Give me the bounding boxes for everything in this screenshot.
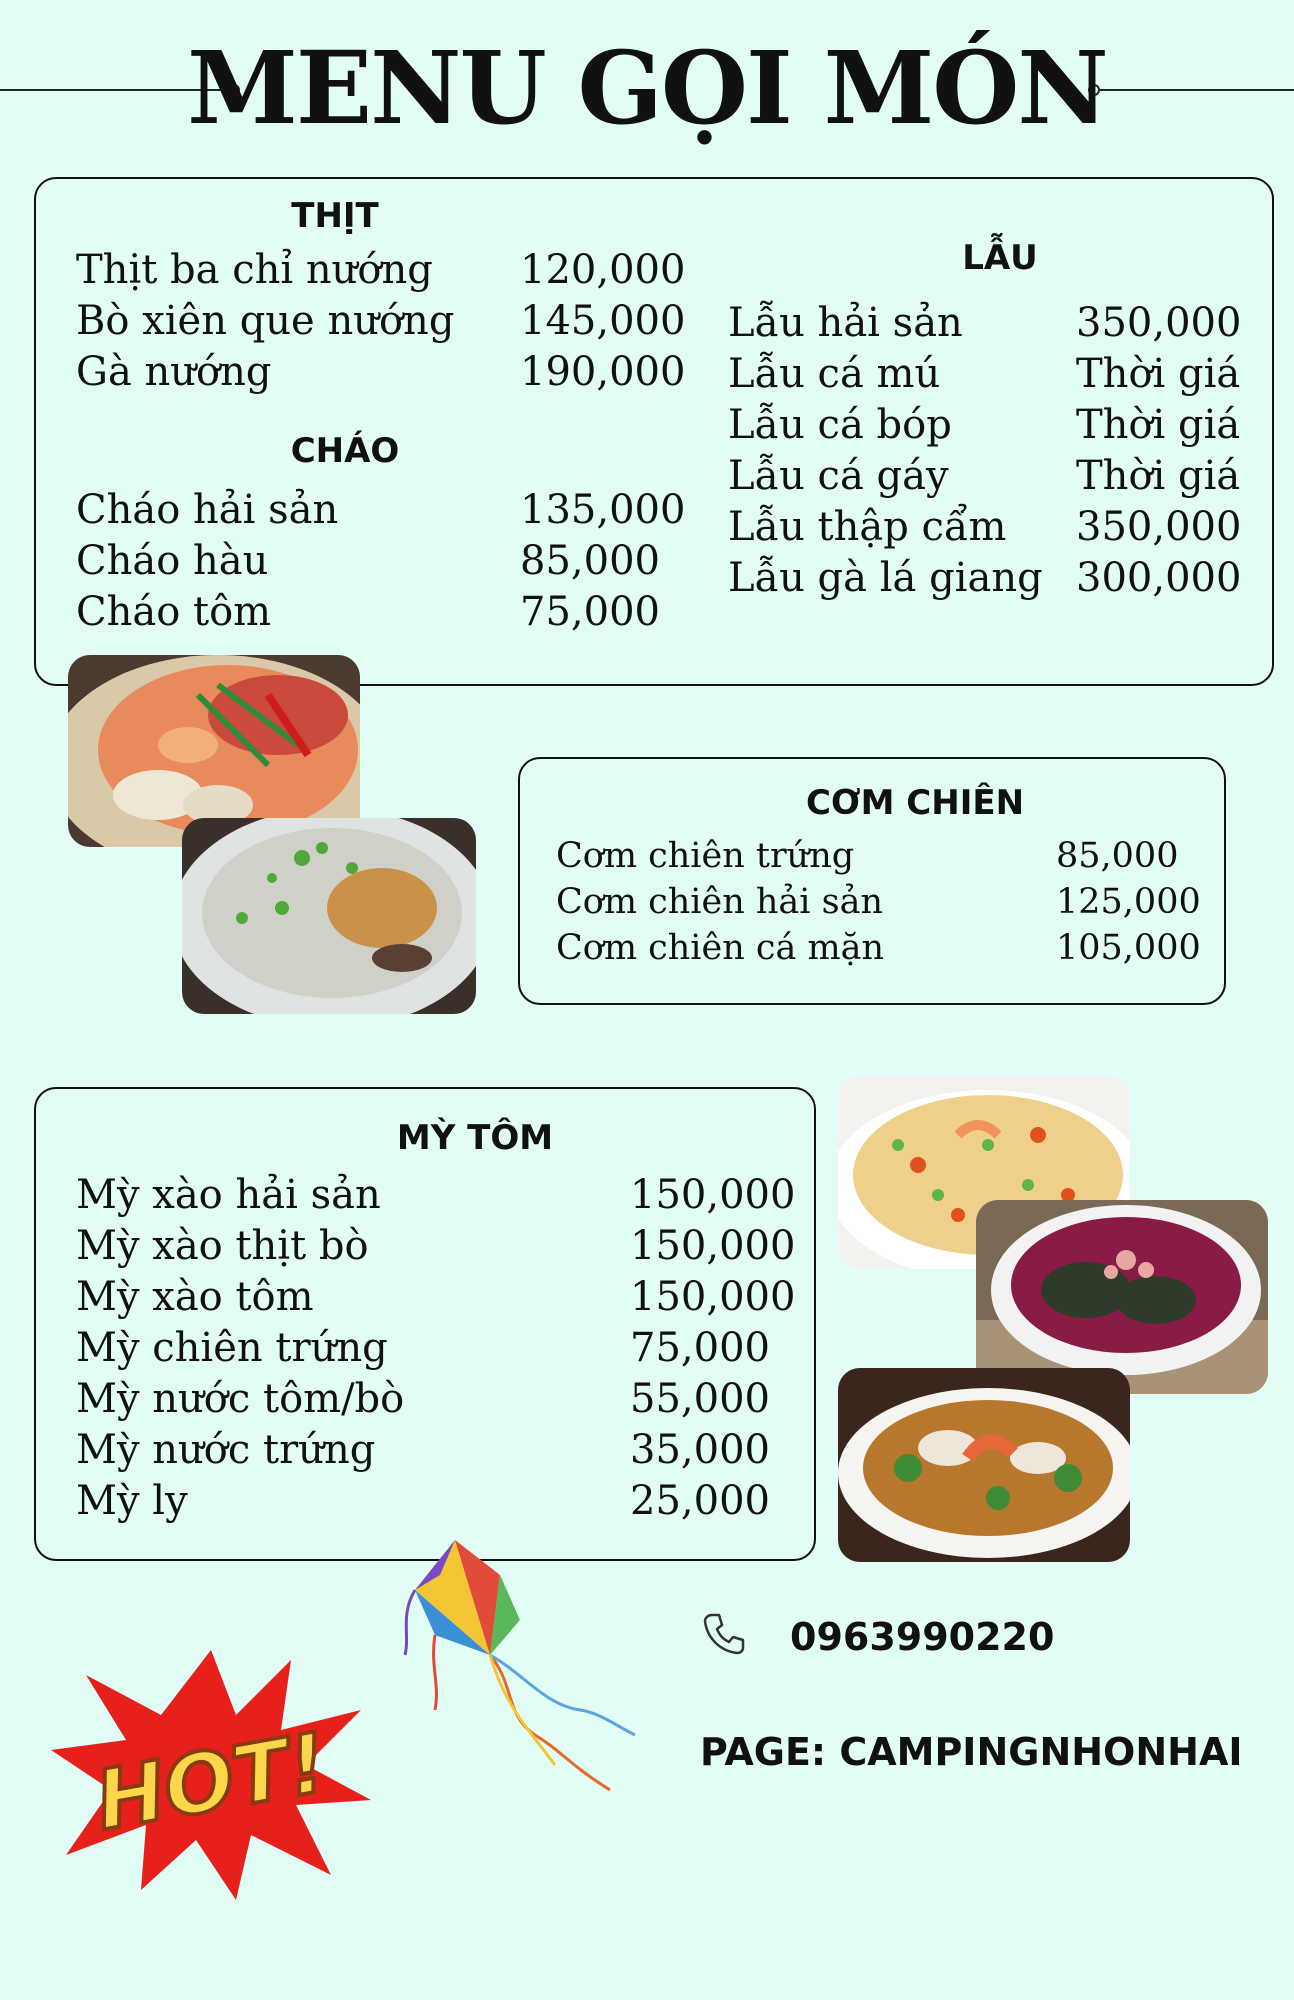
menu-item-name: Mỳ xào hải sản (76, 1172, 381, 1218)
menu-item (556, 833, 1206, 879)
menu-item-price: 75,000 (630, 1325, 770, 1371)
menu-item-name: Lẫu cá bóp (728, 402, 952, 448)
section-title-my-tom: MỲ TÔM (396, 1118, 554, 1158)
menu-item-price: 25,000 (630, 1478, 770, 1524)
menu-item-name: Cháo hải sản (76, 487, 339, 533)
menu-item-name: Cháo tôm (76, 589, 272, 635)
menu-item-name: Cơm chiên trứng (556, 836, 855, 876)
hot-badge-text: HOT! (89, 1715, 334, 1850)
menu-item-price: 35,000 (630, 1427, 770, 1473)
menu-item (76, 1476, 796, 1527)
section-com-chien (556, 833, 1206, 971)
menu-item-price: 125,000 (1056, 882, 1201, 922)
menu-item (728, 451, 1248, 502)
menu-item (76, 1425, 796, 1476)
menu-item-price: 190,000 (520, 349, 686, 395)
menu-item-price: 105,000 (1056, 928, 1201, 968)
menu-item-name: Cháo hàu (76, 538, 269, 584)
menu-item-name: Mỳ ly (76, 1478, 188, 1524)
menu-item-name: Mỳ xào tôm (76, 1274, 314, 1320)
menu-item-price: 350,000 (1076, 504, 1242, 550)
porridge-photo (182, 818, 476, 1014)
hot-burst-icon (46, 1640, 376, 1905)
menu-item (76, 347, 686, 398)
kite-icon (395, 1535, 645, 1795)
page-title: MENU GỌI MÓN (187, 29, 1107, 147)
menu-item (76, 485, 686, 536)
menu-item-name: Mỳ nước trứng (76, 1427, 376, 1473)
menu-item-price: 55,000 (630, 1376, 770, 1422)
menu-item-name: Lẫu gà lá giang (728, 555, 1043, 601)
menu-item-price: 145,000 (520, 298, 686, 344)
menu-item (76, 1170, 796, 1221)
menu-item-name: Mỳ xào thịt bò (76, 1223, 369, 1269)
menu-item-price: 300,000 (1076, 555, 1242, 601)
menu-item-name: Lẫu cá mú (728, 351, 941, 397)
menu-item-name: Lẫu thập cẩm (728, 504, 1007, 550)
menu-item (728, 553, 1248, 604)
menu-item-price: 350,000 (1076, 300, 1242, 346)
menu-item-name: Lẫu hải sản (728, 300, 963, 346)
menu-item (76, 587, 686, 638)
menu-item-name: Cơm chiên cá mặn (556, 928, 885, 968)
phone-icon (700, 1610, 748, 1658)
menu-item (728, 298, 1248, 349)
menu-item-name: Mỳ nước tôm/bò (76, 1376, 405, 1422)
menu-item (556, 925, 1206, 971)
menu-item (76, 536, 686, 587)
menu-item-price: 120,000 (520, 247, 686, 293)
menu-item-price: 135,000 (520, 487, 686, 533)
menu-item-price: 75,000 (520, 589, 660, 635)
menu-item (76, 1221, 796, 1272)
section-thit (76, 245, 686, 398)
menu-item (76, 1323, 796, 1374)
menu-item (728, 400, 1248, 451)
facebook-page-label[interactable]: PAGE: CAMPINGNHONHAI (700, 1730, 1243, 1774)
menu-item-price: Thời giá (1076, 453, 1241, 499)
menu-item (728, 502, 1248, 553)
menu-item-name: Thịt ba chỉ nướng (76, 247, 433, 293)
menu-item-price: Thời giá (1076, 402, 1241, 448)
section-title-thit: THỊT (291, 196, 379, 236)
menu-item (76, 245, 686, 296)
menu-item-price: Thời giá (1076, 351, 1241, 397)
section-title-lau: LẪU (962, 238, 1038, 278)
section-title-chao: CHÁO (290, 431, 400, 471)
menu-item-price: 85,000 (1056, 836, 1179, 876)
stir-fried-noodles-photo (838, 1368, 1130, 1562)
menu-item-name: Bò xiên que nướng (76, 298, 455, 344)
section-my-tom (76, 1170, 796, 1527)
menu-item-price: 150,000 (630, 1223, 796, 1269)
menu-item-name: Gà nướng (76, 349, 272, 395)
menu-item-name: Cơm chiên hải sản (556, 882, 883, 922)
menu-item-name: Lẫu cá gáy (728, 453, 949, 499)
menu-item-name: Mỳ chiên trứng (76, 1325, 388, 1371)
menu-item (76, 1272, 796, 1323)
menu-item (556, 879, 1206, 925)
section-chao (76, 485, 686, 638)
phone-number[interactable]: 0963990220 (790, 1615, 1055, 1659)
section-lau (728, 298, 1248, 604)
menu-item-price: 85,000 (520, 538, 660, 584)
amaranth-soup-photo (976, 1200, 1268, 1394)
menu-item-price: 150,000 (630, 1274, 796, 1320)
section-title-com-chien: CƠM CHIÊN (805, 783, 1025, 823)
menu-item (76, 1374, 796, 1425)
menu-item-price: 150,000 (630, 1172, 796, 1218)
menu-item (728, 349, 1248, 400)
menu-item (76, 296, 686, 347)
